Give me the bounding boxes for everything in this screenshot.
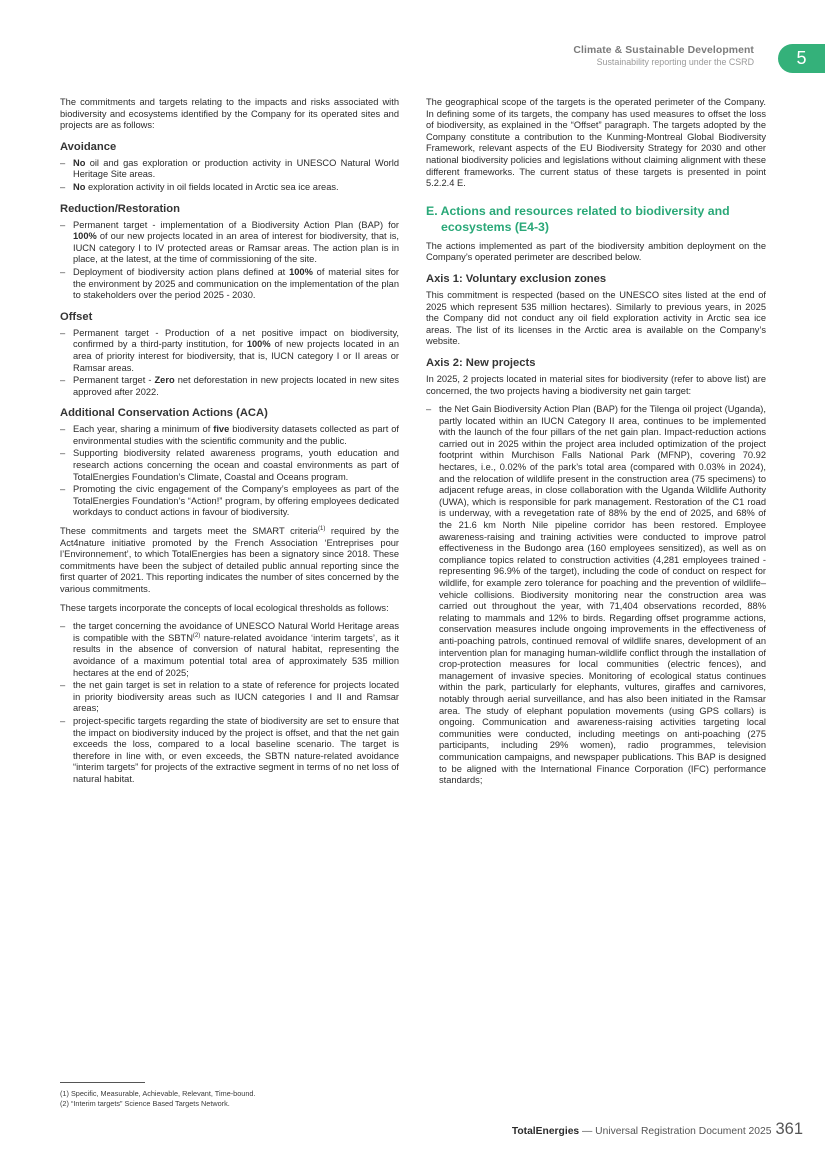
- text-run: biodiversity datasets collected as part of environmental studies with the scientific community and the public.: [73, 424, 399, 446]
- bold-text: 100%: [246, 339, 271, 350]
- bullet-list: [60, 328, 399, 399]
- section-heading: Offset: [60, 310, 93, 323]
- text-run: the Net Gain Biodiversity Action Plan (BAP) for the Tilenga oil project (Uganda), partly located within an IUCN Category II area, continues to be implemented with the launch of the four pillars of the net gain plan. Impact-reduction actions carried out in 2025 within the project area included optimization of the project footprint within Murchison Falls National Park (MFNP), covering 70.92 hectares, i.e., 0.02% of the park’s total area (compared with 0.03% in 2024), and the relocation of wildlife present in the construction area (75 specimens) to adjacent refuge areas, in close collaboration with the Uganda Wildlife Authority (UWA), which is responsible for park management. Restoration of the C1 road is underway, with a revegetation rate of 88% by the end of 2025, and 68% of the 21.6 km North Nile pipeline corridor has been restored. Employee awareness-raising and training activities were conducted to improve patrol effectiveness in the Budongo area (160 employees sensitized), as well as on compliance topics related to construction activities (4,281 employees trained - representing 96.9% of the target), including the code of conduct on respect for wildlife, for example zero tolerance for poaching and the prevention of wildlife–vehicle collisions. Biodiversity monitoring near the construction area was carried out throughout the year, with 71,404 observations recorded, 88% relating to mammals and 12% to birds. Regarding offset programme actions, conservation measures include ongoing improvements in the effectiveness of anti-poaching patrols, continued removal of wildlife snares, development of an intervention plan for managing human-wildlife conflict through the installation of crop-protection measures for local communities (electric fences), and management of invasive species. Monitoring of ecological status continues within the park, particularly for elephants, vultures, giraffes and carnivores, notably through aerial surveillance, and has also been initiated in the Ramsar area. The study of elephant population movements (using GPS collars) is ongoing. Communication and awareness-raising activities targeting local communities were conducted, including meetings on anti-poaching (275 participants, including 29% women), radio programmes, television communication campaigns, and newspaper publications. This BAP is designed to be aligned with the International Finance Corporation (IFC) performance standards;: [439, 404, 766, 786]
- text-run: This commitment is respected (based on the UNESCO sites listed at the end of 2025 which represent 535 million hectares). Similarly to previous years, in 2025 the Company did not conduct any oil field exploration activity in Arctic sea ice areas. The list of its licenses in the Arctic area is available on the Company’s website.: [426, 289, 766, 347]
- text-run: the net gain target is set in relation to a state of reference for projects located in priority biodiversity areas such as IUCN categories I and II and Ramsar areas;: [73, 680, 399, 714]
- footnote: (2) “Interim targets” Science Based Targets Network.: [60, 1098, 230, 1108]
- bold-text: No: [73, 157, 86, 168]
- text-run: project-specific targets regarding the state of biodiversity are set to ensure that the impact on biodiversity induced by the project is offset, and that the net gain exceeds the loss, compared to a local baseline scenario. The target is therefore in line with, or even exceeds, the SBTN nature-related avoidance “interim targets” for projects of the extractive segment in terms of no net loss of natural habitat.: [73, 715, 399, 784]
- list-item: [60, 716, 399, 786]
- list-item: [60, 424, 399, 447]
- list-item: [60, 182, 399, 194]
- section-heading: Reduction/Restoration: [60, 202, 180, 215]
- bold-text: 100%: [289, 266, 313, 277]
- text-run: of new projects located in an area of priority interest for biodiversity, that is, IUCN category I or II areas or Ramsar areas.: [73, 339, 399, 373]
- left-column: [60, 97, 399, 793]
- section-title: E. Actions and resources related to biodiversity and ecosystems (E4-3): [426, 203, 730, 234]
- paragraph: [426, 374, 766, 397]
- paragraph: [60, 603, 399, 615]
- text-run: Promoting the civic engagement of the Company’s employees as part of the TotalEnergies Foundation’s “Action!” program, by offering employees dedicated workdays to conduct actions in favour of biodiversity.: [73, 484, 399, 518]
- list-item: [60, 448, 399, 483]
- page-footer: [512, 1120, 803, 1139]
- paragraph: [426, 241, 766, 264]
- text-run: nature-related avoidance ‘interim targets’, as it results in the absence of conversion of natural habitat, representing the avoidance of a maximum potential total area of approximately 535 million hectares at the end of 2025;: [73, 632, 400, 678]
- paragraph: [426, 290, 766, 348]
- bold-text: 100%: [73, 231, 97, 242]
- footnote-ref: (1): [317, 525, 326, 532]
- bold-text: five: [213, 424, 230, 435]
- list-item: [60, 621, 399, 679]
- text-run: Permanent target -: [73, 375, 155, 386]
- section-heading: Additional Conservation Actions (ACA): [60, 407, 268, 420]
- text-run: The commitments and targets relating to the impacts and risks associated with biodiversity and ecosystems identified by the Company for its operated sites and projects are as follows:: [60, 97, 399, 131]
- text-run: The actions implemented as part of the biodiversity ambition deployment on the Company’s operated perimeter are described below.: [426, 240, 766, 263]
- list-item: [60, 267, 399, 302]
- footer-document-title: — Universal Registration Document 2025: [579, 1126, 772, 1137]
- list-item: [60, 375, 399, 398]
- text-run: These targets incorporate the concepts of local ecological thresholds as follows:: [60, 602, 389, 613]
- text-run: the target concerning the avoidance of UNESCO Natural World Heritage areas is compatible with the SBTN: [73, 621, 399, 643]
- list-item: [426, 404, 766, 787]
- text-run: In 2025, 2 projects located in material sites for biodiversity (refer to above list) are concerned, the two projects having a biodiversity net gain target:: [426, 373, 766, 396]
- text-run: Each year, sharing a minimum of: [73, 424, 214, 435]
- text-run: of material sites for the environment by 2025 and communication on the implementation of the plan to stakeholders over the period 2025 - 2030.: [73, 266, 399, 301]
- page-number: 361: [775, 1120, 803, 1138]
- list-item: [60, 680, 399, 715]
- bold-text: No: [73, 181, 86, 192]
- section-heading: Axis 1: Voluntary exclusion zones: [426, 272, 607, 285]
- footnote-divider: [60, 1082, 145, 1083]
- list-item: [60, 158, 399, 181]
- chapter-tab: 5: [778, 44, 825, 73]
- text-run: required by the Act4nature initiative promoted by the French Association ‘Entreprises pour l’Environnement’, to which TotalEnergies has been a signatory since 2018. These commitments have been the subject of detailed public annual reporting since the first quarter of 2021. This reporting indicates the number of sites concerned by the various commitments.: [60, 526, 399, 594]
- paragraph: [60, 526, 399, 596]
- text-run: These commitments and targets meet the SMART criteria: [60, 526, 318, 537]
- footer-brand: TotalEnergies: [511, 1126, 580, 1137]
- paragraph: [426, 97, 766, 190]
- bullet-list: [60, 220, 399, 302]
- running-header: [573, 45, 754, 68]
- list-item: [60, 328, 399, 374]
- paragraph: [60, 97, 399, 132]
- section-heading: Axis 2: New projects: [426, 356, 536, 369]
- footnote-ref: (2): [192, 632, 201, 639]
- footnotes: [60, 1089, 256, 1108]
- header-title: Climate & Sustainable Development: [573, 45, 754, 56]
- text-run: Deployment of biodiversity action plans defined at: [73, 266, 290, 277]
- section-heading: Avoidance: [60, 140, 117, 153]
- bullet-list: [426, 404, 766, 787]
- bullet-list: [60, 158, 399, 194]
- text-run: The geographical scope of the targets is the operated perimeter of the Company. In defining some of its targets, the company has used measures to offset the loss of biodiversity, as explained in the “Offset” paragraph. The targets adopted by the Company constitute a contribution to the Kunming-Montreal Global Biodiversity Framework, relevant aspects of the EU Biodiversity Strategy for 2030 and other national biodiversity policies and legislations without claiming alignment with these different frameworks. The current status of these targets is presented in point 5.2.2.4 E.: [426, 97, 766, 189]
- text-run: oil and gas exploration or production activity in UNESCO Natural World Heritage Site areas.: [73, 157, 399, 180]
- text-run: Permanent target - Production of a net positive impact on biodiversity, confirmed by a third-party institution, for: [73, 327, 399, 350]
- text-run: exploration activity in oil fields located in Arctic sea ice areas.: [85, 181, 339, 192]
- text-run: net deforestation in new projects located in new sites approved after 2022.: [73, 375, 399, 397]
- text-run: Supporting biodiversity related awareness programs, youth education and research actions concerning the ocean and coastal environments as part of TotalEnergies Foundation’s Climate, Coastal and Oceans program.: [73, 448, 399, 482]
- bullet-list: [60, 621, 399, 785]
- footnote: (1) Specific, Measurable, Achievable, Relevant, Time-bound.: [60, 1089, 256, 1098]
- list-item: [60, 484, 399, 519]
- bold-text: Zero: [154, 375, 175, 386]
- list-item: [60, 220, 399, 266]
- right-column: [426, 97, 766, 794]
- bullet-list: [60, 424, 399, 519]
- text-run: of our new projects located in an area of interest for biodiversity, that is, IUCN category I to IV protected areas or Ramsar areas. The action plan is in place, at the latest, at the time of commissioning of the site.: [73, 231, 399, 265]
- header-subtitle: Sustainability reporting under the CSRD: [596, 57, 754, 67]
- text-run: Permanent target - implementation of a Biodiversity Action Plan (BAP) for: [73, 219, 399, 230]
